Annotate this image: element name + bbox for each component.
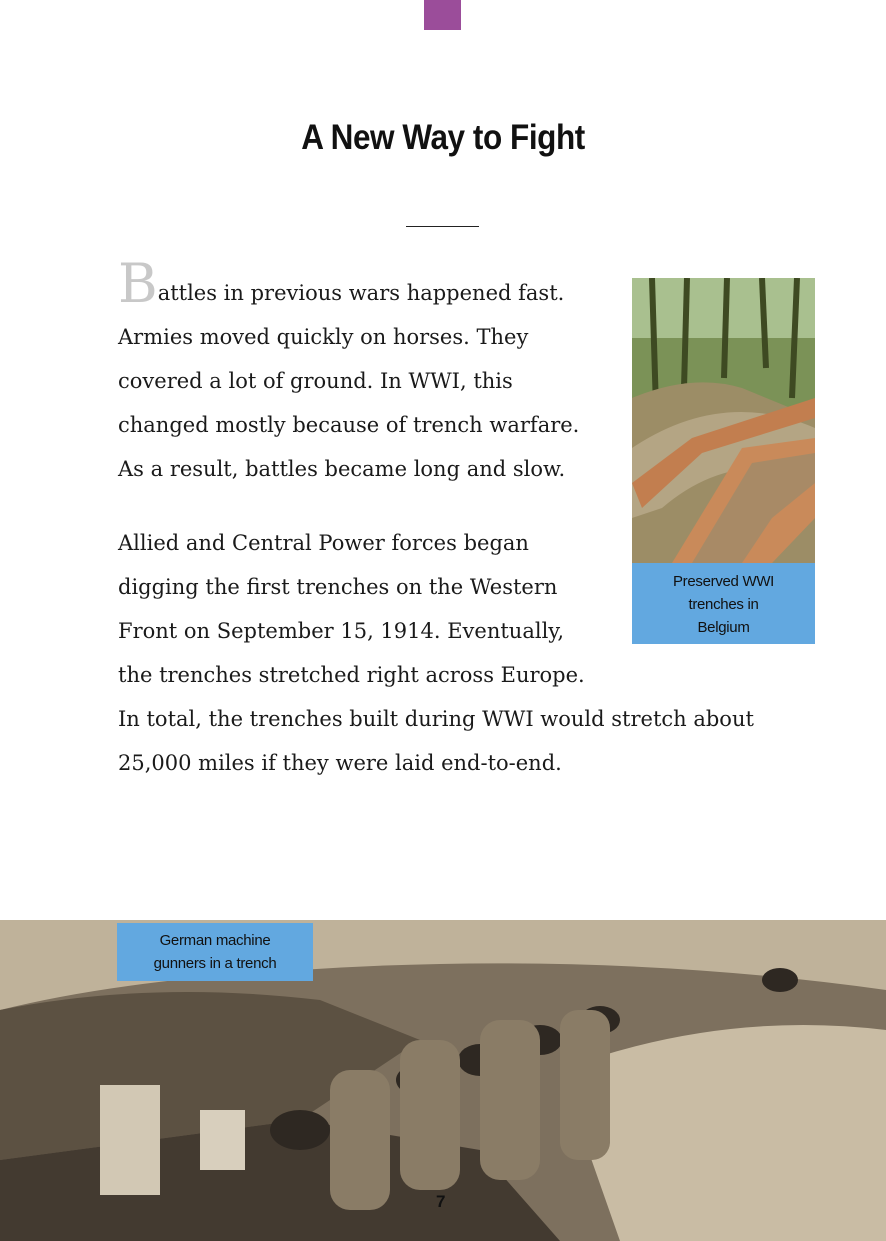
section-color-tab — [424, 0, 461, 30]
photo-caption-belgium: Preserved WWI trenches in Belgium — [632, 563, 815, 644]
paragraph-2: Allied and Central Power forces began digging the first trenches on the Western Front on September 15, 1914. Eventually, the trenches stretched right across Europe. In total, the trenches built during WWI would stretch about 25,000 miles if they were laid end-to-end. — [118, 531, 754, 775]
paragraph-1 — [118, 252, 598, 491]
drop-cap: B — [118, 252, 158, 315]
paragraph-1-text: attles in previous wars happened fast. Armies moved quickly on horses. They covered a lot of ground. In WWI, this changed mostly because of trench warfare. As a result, battles became long and slow. — [118, 281, 580, 481]
photo-caption-gunners: German machine gunners in a trench — [117, 923, 313, 981]
page-title: A New Way to Fight — [301, 118, 585, 157]
page-number: 7 — [436, 1192, 446, 1211]
title-divider — [406, 226, 479, 227]
